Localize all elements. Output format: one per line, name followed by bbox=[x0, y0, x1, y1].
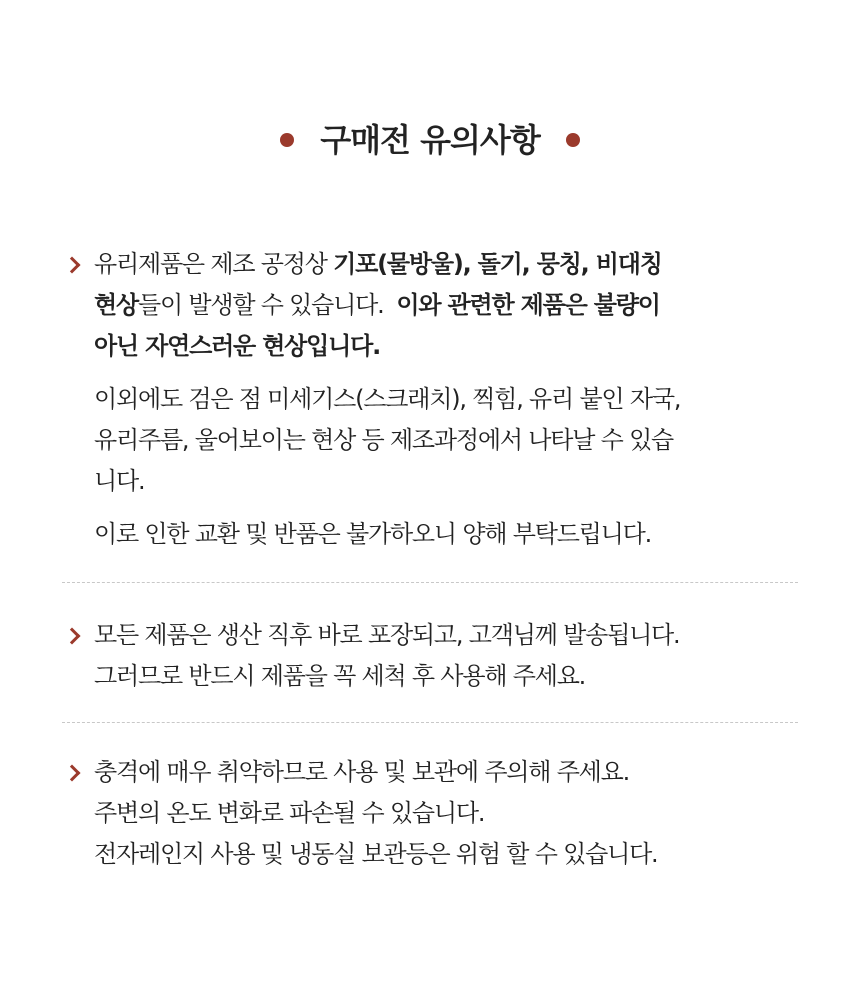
right-dot-icon bbox=[566, 133, 580, 147]
text: 전자레인지 사용 및 냉동실 보관등은 위험 할 수 있습니다. bbox=[94, 840, 658, 868]
bold-text: 기포(물방울), 돌기, 뭉칭, 비대칭 bbox=[333, 250, 662, 278]
page-title: 구매전 유의사항 bbox=[320, 121, 540, 159]
text: 유리주름, 울어보이는 현상 등 제조과정에서 나타날 수 있습 bbox=[94, 426, 674, 454]
bold-text: 이와 관련한 제품은 불량이 bbox=[396, 291, 660, 319]
notice-section-1 bbox=[62, 244, 798, 555]
bold-text: 현상 bbox=[94, 291, 138, 319]
text: 충격에 매우 취약하므로 사용 및 보관에 주의해 주세요. bbox=[94, 758, 630, 786]
bold-text: 아닌 자연스러운 현상입니다. bbox=[94, 332, 381, 360]
chevron-right-icon bbox=[64, 765, 81, 782]
left-dot-icon bbox=[280, 133, 294, 147]
text: 이외에도 검은 점 미세기스(스크래치), 찍힘, 유리 붙인 자국, bbox=[94, 385, 681, 413]
dashed-divider bbox=[62, 582, 798, 583]
notice-section-2 bbox=[62, 615, 798, 697]
notice-paragraph bbox=[94, 752, 798, 875]
notice-section-3 bbox=[62, 752, 798, 875]
notice-paragraph bbox=[94, 615, 798, 697]
text: 이로 인한 교환 및 반품은 불가하오니 양해 부탁드립니다. bbox=[94, 520, 652, 548]
notice-paragraph-3 bbox=[94, 514, 798, 555]
title-row bbox=[0, 116, 860, 164]
notice-paragraph-2 bbox=[94, 379, 798, 502]
text: 니다. bbox=[94, 467, 145, 495]
text: 그러므로 반드시 제품을 꼭 세척 후 사용해 주세요. bbox=[94, 662, 586, 690]
text: 주변의 온도 변화로 파손될 수 있습니다. bbox=[94, 799, 485, 827]
dashed-divider bbox=[62, 722, 798, 723]
text: 유리제품은 제조 공정상 bbox=[94, 250, 334, 278]
chevron-right-icon bbox=[64, 257, 81, 274]
chevron-right-icon bbox=[64, 628, 81, 645]
text: 들이 발생할 수 있습니다. bbox=[137, 291, 397, 319]
text: 모든 제품은 생산 직후 바로 포장되고, 고객님께 발송됩니다. bbox=[94, 621, 680, 649]
notice-paragraph-1 bbox=[94, 244, 798, 367]
